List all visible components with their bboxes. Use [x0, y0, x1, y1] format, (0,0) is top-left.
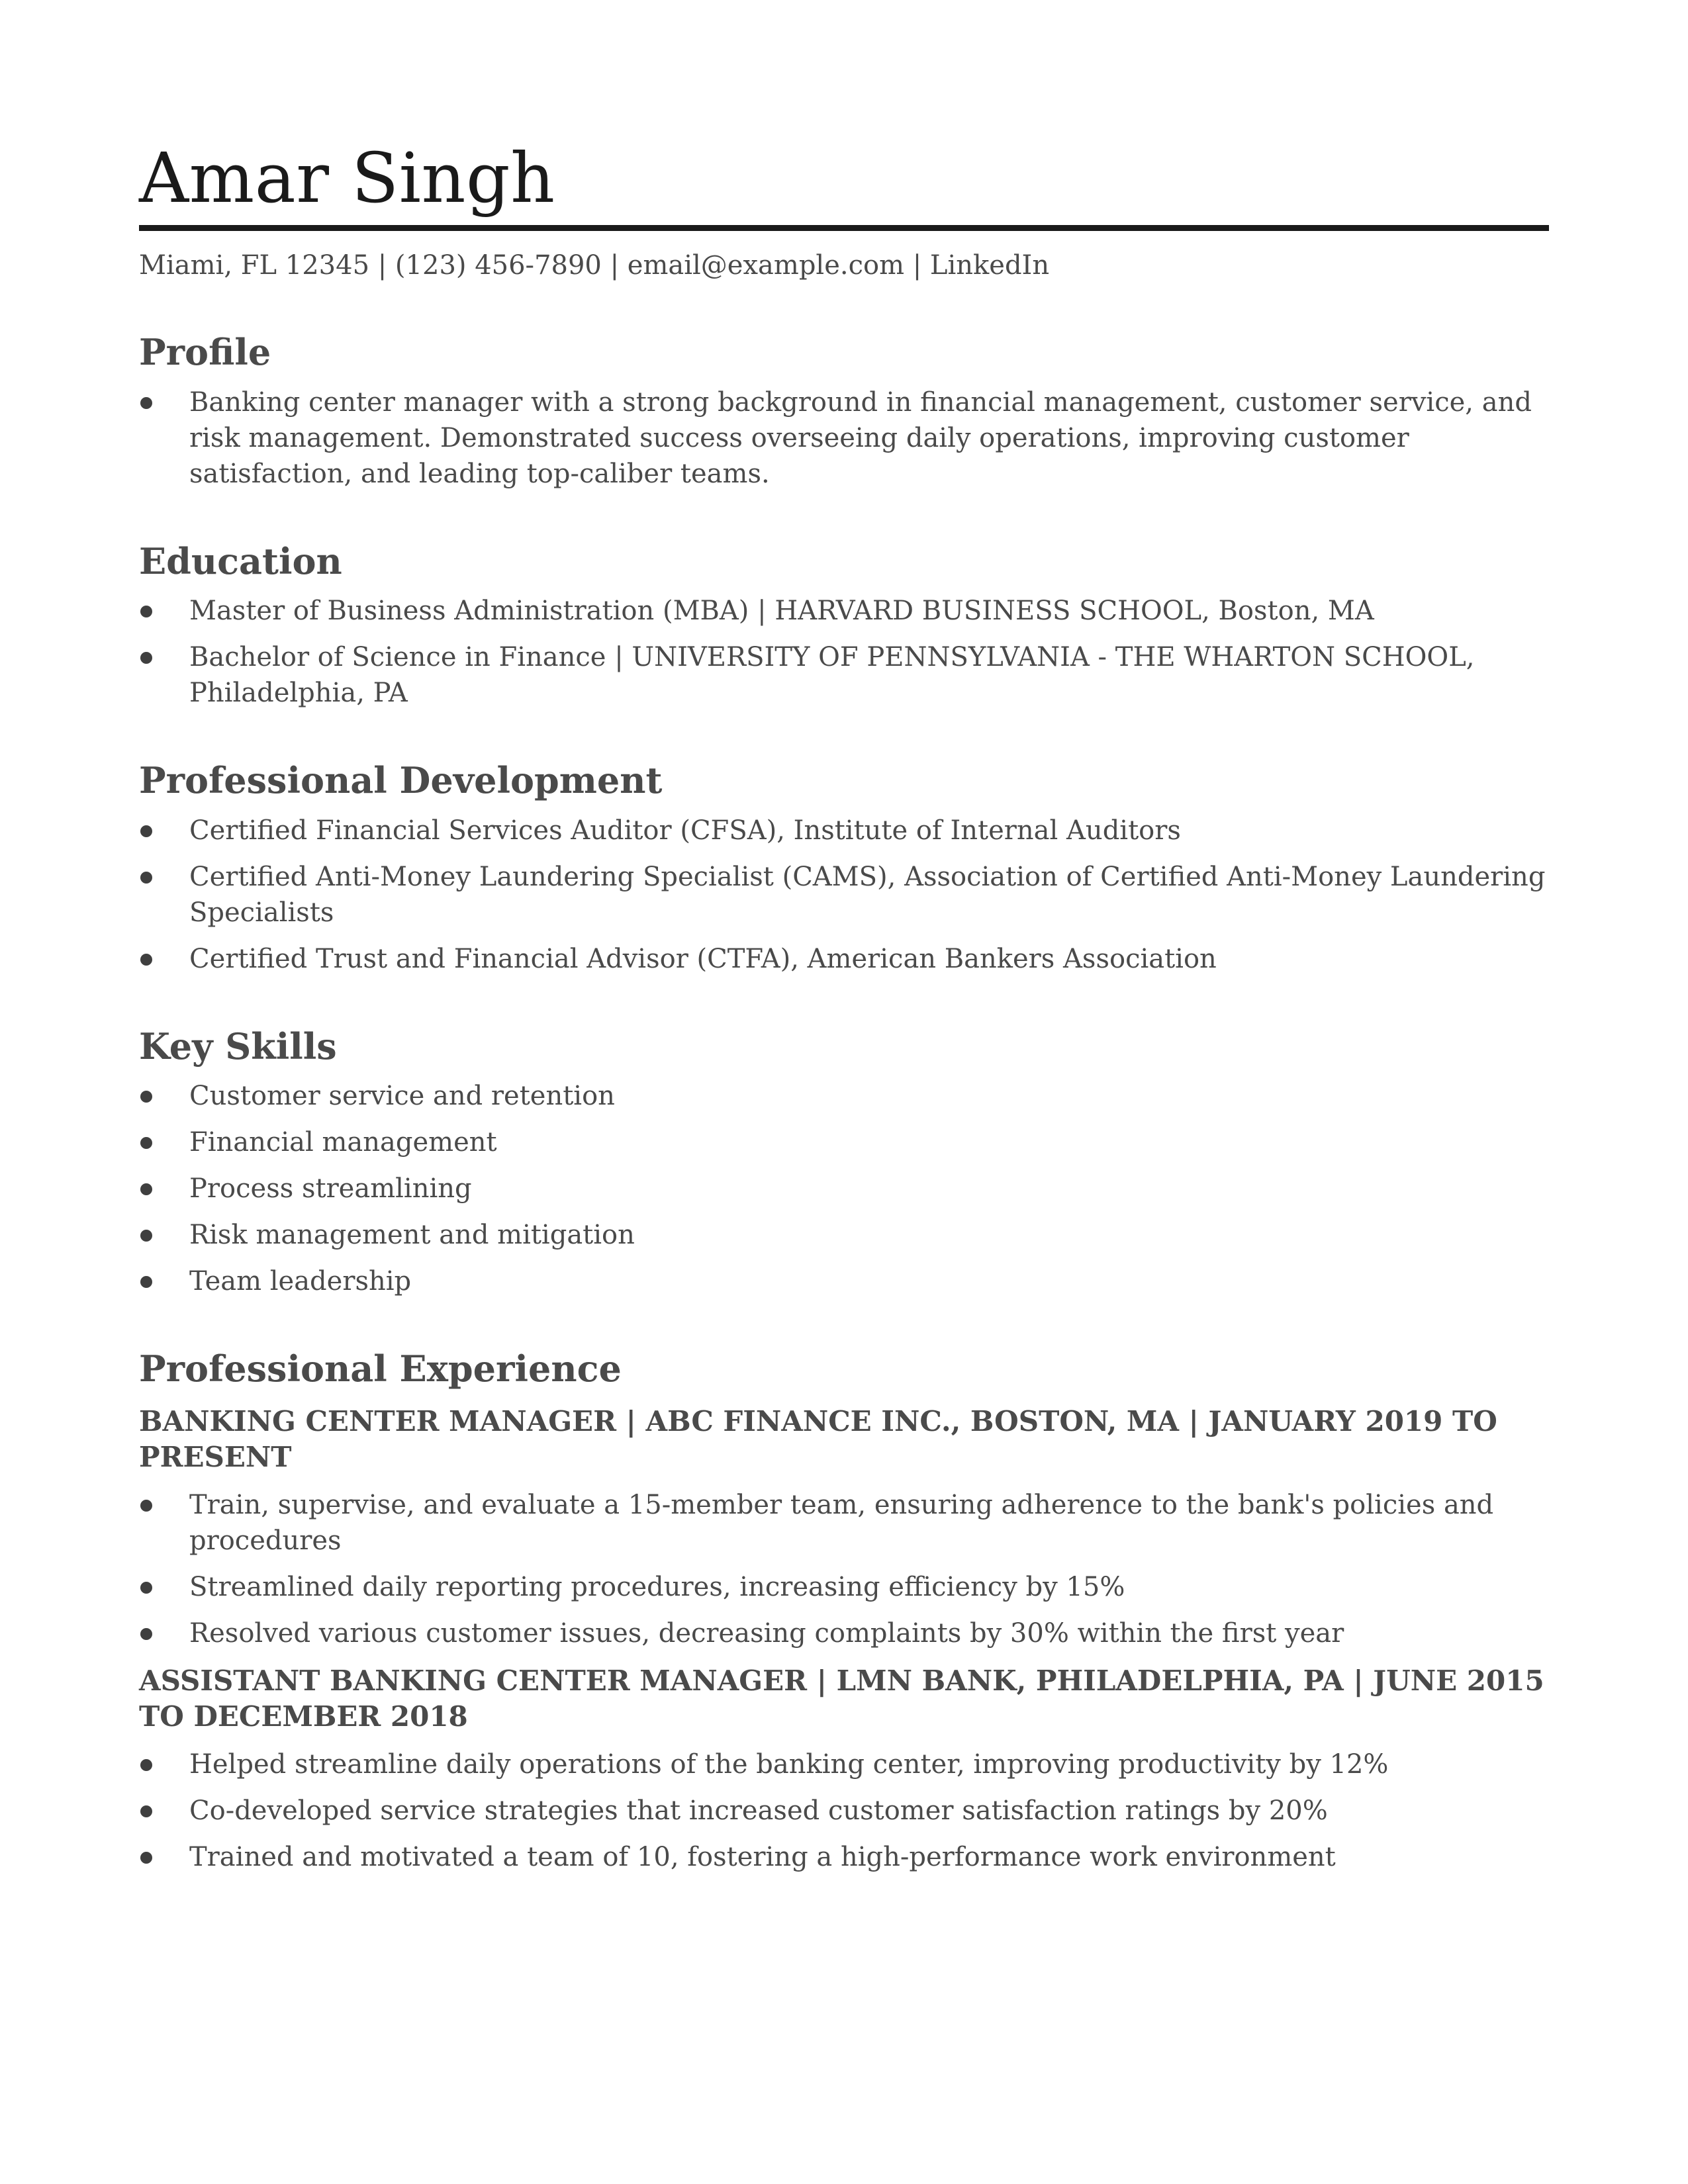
section-title-experience: Professional Experience	[139, 1347, 622, 1390]
job-duty-item: Resolved various customer issues, decreasing complaints by 30% within the first year	[139, 1615, 1549, 1651]
experience-section	[139, 1347, 1549, 1875]
contact-line: Miami, FL 12345 | (123) 456-7890 | email@example.com | LinkedIn	[139, 250, 1050, 281]
skill-item: Risk management and mitigation	[139, 1217, 1549, 1253]
job-heading: ASSISTANT BANKING CENTER MANAGER | LMN BANK, PHILADELPHIA, PA | JUNE 2015 TO DECEMBER 2018	[139, 1664, 1544, 1733]
development-section	[139, 758, 1549, 977]
section-title-skills: Key Skills	[139, 1024, 337, 1068]
job-heading: BANKING CENTER MANAGER | ABC FINANCE INC., BOSTON, MA | JANUARY 2019 TO PRESENT	[139, 1404, 1497, 1473]
profile-item: Banking center manager with a strong background in financial management, customer service, and risk management. Demonstrated success overseeing daily operations, improving customer satisfaction, and leading top-caliber teams.	[139, 385, 1549, 492]
skill-item: Process streamlining	[139, 1171, 1549, 1206]
job-duties-list	[139, 1487, 1549, 1651]
education-section	[139, 539, 1549, 711]
profile-section	[139, 330, 1549, 492]
certification-item: Certified Financial Services Auditor (CFSA), Institute of Internal Auditors	[139, 813, 1549, 848]
education-item: Bachelor of Science in Finance | UNIVERSITY OF PENNSYLVANIA - THE WHARTON SCHOOL, Philadelphia, PA	[139, 639, 1549, 711]
section-title-development: Professional Development	[139, 759, 663, 802]
job-duty-item: Co-developed service strategies that increased customer satisfaction ratings by 20%	[139, 1793, 1549, 1829]
certification-item: Certified Trust and Financial Advisor (CTFA), American Bankers Association	[139, 941, 1549, 977]
job-entry	[139, 1404, 1549, 1651]
education-item: Master of Business Administration (MBA) | HARVARD BUSINESS SCHOOL, Boston, MA	[139, 593, 1549, 629]
skill-item: Financial management	[139, 1124, 1549, 1160]
skill-item: Team leadership	[139, 1263, 1549, 1299]
resume-page	[139, 0, 1549, 1886]
section-title-education: Education	[139, 539, 342, 582]
certification-item: Certified Anti-Money Laundering Specialist (CAMS), Association of Certified Anti-Money Laundering Specialists	[139, 859, 1549, 931]
profile-list	[139, 385, 1549, 492]
skills-section	[139, 1024, 1549, 1300]
job-entry	[139, 1663, 1549, 1875]
skills-list	[139, 1078, 1549, 1299]
job-duty-item: Streamlined daily reporting procedures, increasing efficiency by 15%	[139, 1569, 1549, 1605]
section-title-profile: Profile	[139, 331, 271, 374]
candidate-name: Amar Singh	[139, 138, 555, 218]
job-duty-item: Trained and motivated a team of 10, fostering a high-performance work environment	[139, 1839, 1549, 1875]
education-list	[139, 593, 1549, 711]
job-duty-item: Train, supervise, and evaluate a 15-member team, ensuring adherence to the bank's policies and procedures	[139, 1487, 1549, 1559]
header-divider	[139, 225, 1549, 231]
skill-item: Customer service and retention	[139, 1078, 1549, 1114]
job-duties-list	[139, 1747, 1549, 1875]
development-list	[139, 813, 1549, 977]
job-duty-item: Helped streamline daily operations of the banking center, improving productivity by 12%	[139, 1747, 1549, 1782]
